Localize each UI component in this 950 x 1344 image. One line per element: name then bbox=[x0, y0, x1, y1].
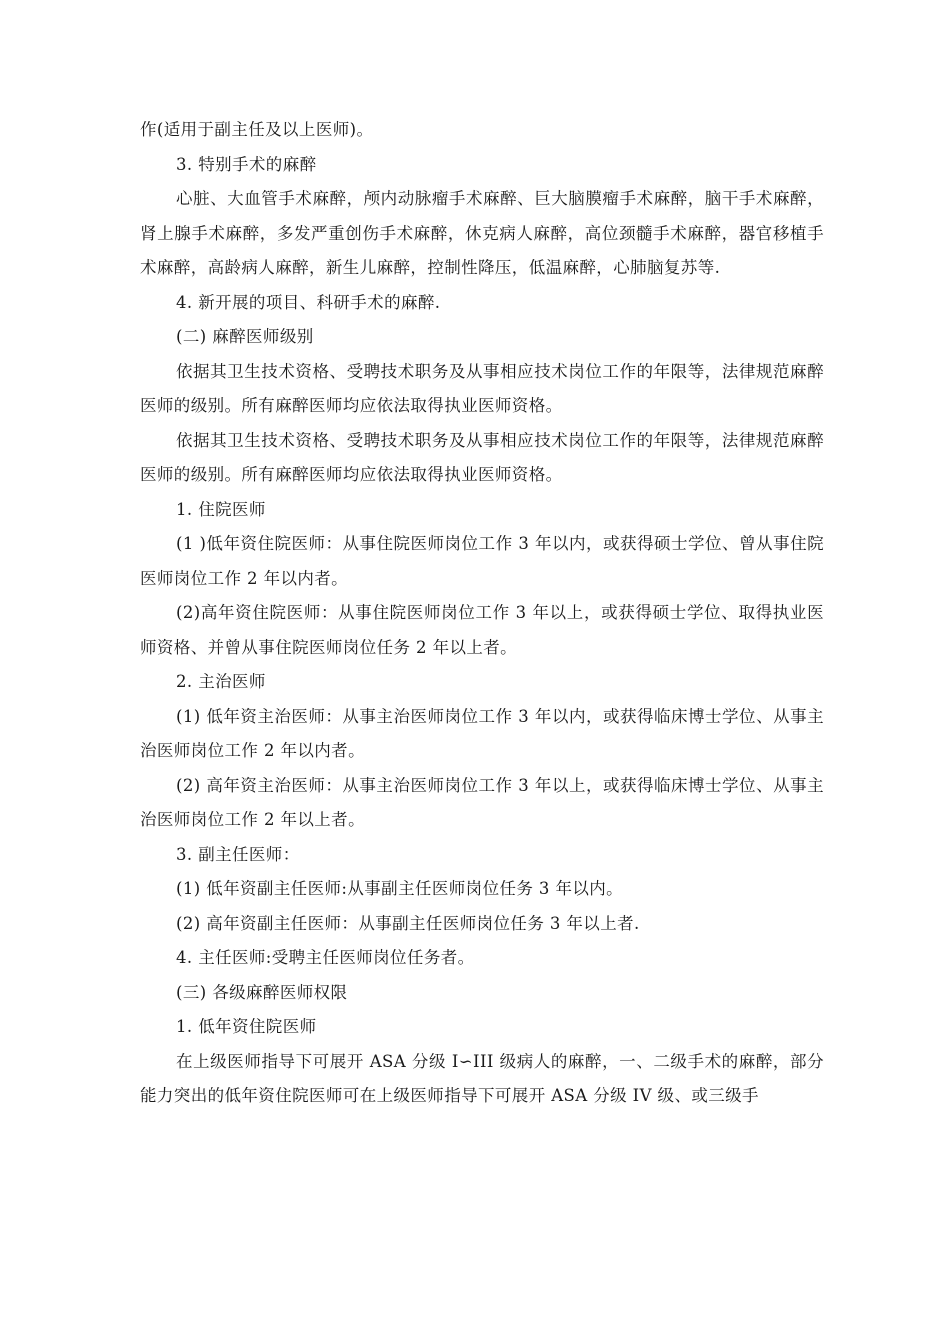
paragraph-2: 3. 特别手术的麻醉 bbox=[176, 154, 317, 174]
paragraph-20: 在上级医师指导下可展开 ASA 分级 I∽III 级病人的麻醉，一、二级手术的麻醉，部分能力突出的低年资住院医师可在上级医师指导下可展开 ASA 分级 IV 级、或三级手 bbox=[140, 1051, 824, 1105]
paragraph-9: (1 )低年资住院医师：从事住院医师岗位工作 3 年以内，或获得硕士学位、曾从事住院医师岗位工作 2 年以内者。 bbox=[140, 534, 824, 588]
paragraph-17: 4. 主任医师:受聘主任医师岗位任务者。 bbox=[176, 948, 475, 967]
paragraph-16: (2) 高年资副主任医师：从事副主任医师岗位任务 3 年以上者. bbox=[176, 913, 640, 933]
paragraph-1: 作(适用于副主任及以上医师)。 bbox=[140, 120, 374, 139]
paragraph-18: (三) 各级麻醉医师权限 bbox=[176, 982, 348, 1002]
paragraph-15: (1) 低年资副主任医师:从事副主任医师岗位任务 3 年以内。 bbox=[176, 879, 624, 898]
paragraph-13: (2) 高年资主治医师：从事主治医师岗位工作 3 年以上，或获得临床博士学位、从事主治医师岗位工作 2 年以上者。 bbox=[140, 775, 824, 829]
paragraph-10: (2)高年资住院医师：从事住院医师岗位工作 3 年以上，或获得硕士学位、取得执业医师资格、并曾从事住院医师岗位任务 2 年以上者。 bbox=[140, 603, 824, 657]
paragraph-4: 4. 新开展的项目、科研手术的麻醉. bbox=[176, 292, 441, 312]
body-text bbox=[140, 113, 824, 1114]
paragraph-12: (1) 低年资主治医师：从事主治医师岗位工作 3 年以内，或获得临床博士学位、从事主治医师岗位工作 2 年以内者。 bbox=[140, 706, 824, 760]
paragraph-11: 2. 主治医师 bbox=[176, 672, 266, 691]
paragraph-3: 心脏、大血管手术麻醉，颅内动脉瘤手术麻醉、巨大脑膜瘤手术麻醉，脑干手术麻醉，肾上腺手术麻醉，多发严重创伤手术麻醉，休克病人麻醉，高位颈髓手术麻醉，器官移植手术麻醉，高龄病人麻醉，新生儿麻醉，控制性降压，低温麻醉，心肺脑复苏等. bbox=[140, 189, 824, 277]
paragraph-19: 1. 低年资住院医师 bbox=[176, 1017, 317, 1036]
paragraph-5: (二) 麻醉医师级别 bbox=[176, 327, 314, 346]
paragraph-6: 依据其卫生技术资格、受聘技术职务及从事相应技术岗位工作的年限等，法律规范麻醉医师的级别。所有麻醉医师均应依法取得执业医师资格。 bbox=[140, 361, 824, 415]
paragraph-14: 3. 副主任医师： bbox=[176, 844, 300, 864]
paragraph-8: 1. 住院医师 bbox=[176, 499, 266, 519]
paragraph-7: 依据其卫生技术资格、受聘技术职务及从事相应技术岗位工作的年限等，法律规范麻醉医师的级别。所有麻醉医师均应依法取得执业医师资格。 bbox=[140, 430, 824, 484]
